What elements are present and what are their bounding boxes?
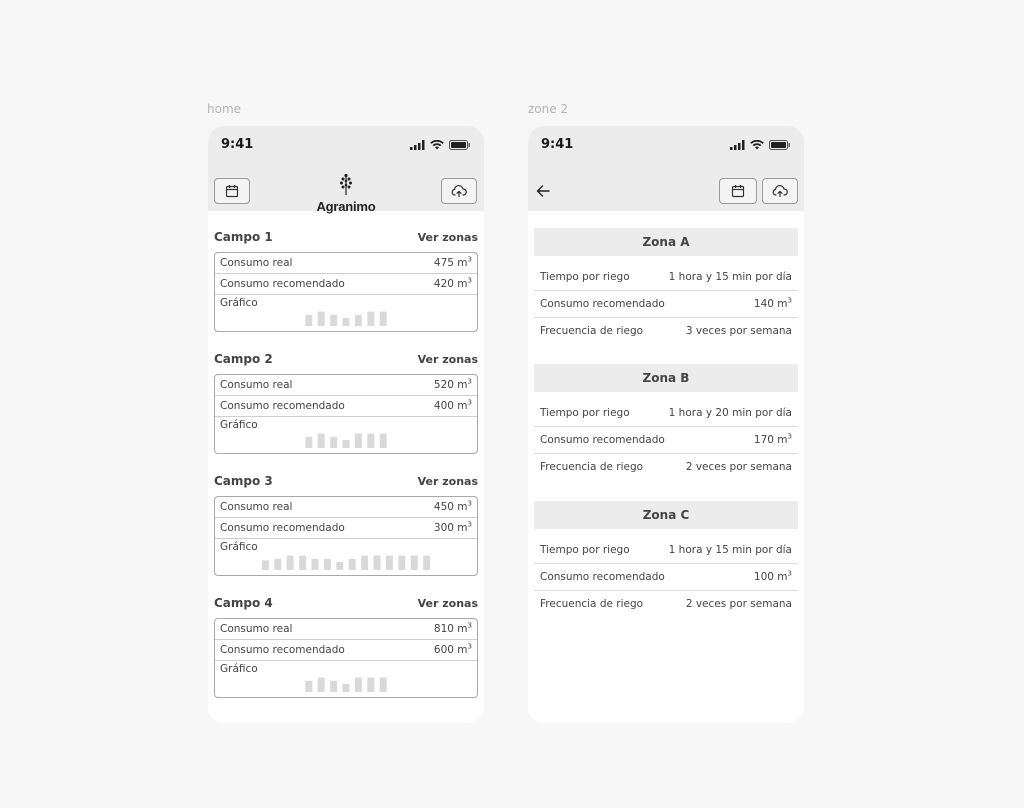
signal-icon	[730, 140, 745, 150]
zone-row-label: Tiempo por riego	[540, 271, 630, 283]
zone-row	[534, 291, 798, 318]
cloud-upload-icon	[451, 184, 467, 198]
zone-row-value: 2 veces por semana	[685, 461, 792, 473]
view-zones-link[interactable]: Ver zonas	[417, 352, 478, 366]
zone-row-value: 2 veces por semana	[685, 598, 792, 610]
graph-label: Gráfico	[220, 541, 258, 553]
cloud-upload-icon	[772, 184, 788, 198]
graph-label: Gráfico	[220, 419, 258, 431]
zone-row-label: Consumo recomendado	[540, 571, 665, 583]
zone-row-value: 100 $m^3$	[753, 569, 792, 583]
signal-icon	[410, 140, 425, 150]
field-header	[214, 349, 478, 369]
calendar-icon	[225, 184, 239, 198]
calendar-icon	[731, 184, 745, 198]
field-title: Campo 1	[214, 230, 273, 244]
field-header	[214, 593, 478, 613]
chart-bar	[380, 312, 387, 326]
zone-details	[534, 264, 798, 344]
status-time: 9:41	[541, 137, 574, 152]
chart-bar	[355, 315, 362, 326]
frame-label-home: home	[207, 102, 242, 116]
chart-bar	[349, 559, 356, 570]
calendar-button[interactable]	[214, 178, 250, 204]
real-consumption-row	[215, 253, 477, 274]
chart-bar	[386, 556, 393, 570]
mini-bar-chart	[215, 431, 477, 449]
row-value: 450 $m^3$	[433, 499, 472, 513]
field-card[interactable]	[214, 496, 478, 576]
chart-bar	[343, 318, 350, 326]
chart-bar	[355, 434, 362, 448]
zone-title: Zona A	[534, 228, 798, 256]
status-icons	[730, 140, 791, 150]
row-label: Consumo real	[220, 379, 293, 391]
chart-bar	[355, 678, 362, 692]
view-zones-link[interactable]: Ver zonas	[417, 596, 478, 610]
zone-row-label: Frecuencia de riego	[540, 461, 644, 473]
row-value: 300 $m^3$	[433, 520, 472, 534]
chart-bar	[367, 678, 374, 692]
frame-label-zone: zone 2	[528, 102, 569, 116]
chart-bar	[312, 559, 319, 570]
real-consumption-row	[215, 375, 477, 396]
chart-bar	[305, 315, 312, 326]
zone-row	[534, 454, 798, 480]
field-card[interactable]	[214, 618, 478, 698]
chart-bar	[423, 556, 430, 570]
zone-row	[534, 264, 798, 291]
graph-label: Gráfico	[220, 297, 258, 309]
chart-bar	[380, 434, 387, 448]
chart-bar	[398, 556, 405, 570]
chart-bar	[274, 559, 281, 570]
row-label: Consumo real	[220, 501, 293, 513]
chart-bar	[330, 437, 337, 448]
zone-row-value: 170 $m^3$	[753, 432, 792, 446]
view-zones-link[interactable]: Ver zonas	[417, 230, 478, 244]
zone-section	[534, 501, 798, 617]
recommended-consumption-row	[215, 640, 477, 661]
zone-row	[534, 318, 798, 344]
home-screen	[208, 126, 484, 723]
zone-details	[534, 537, 798, 617]
zone-row	[534, 537, 798, 564]
chart-bar	[262, 560, 269, 570]
app-header	[528, 126, 804, 211]
app-header	[208, 126, 484, 214]
zone-row-value: 1 hora y 20 min por día	[668, 407, 792, 419]
real-consumption-row	[215, 619, 477, 640]
logo-text: Agranimo	[316, 199, 376, 214]
zone-row-label: Frecuencia de riego	[540, 598, 644, 610]
row-label: Consumo recomendado	[220, 522, 345, 534]
plant-logo-icon	[338, 173, 354, 195]
zone-row-value: 1 hora y 15 min por día	[668, 544, 792, 556]
chart-bar	[336, 562, 343, 570]
recommended-consumption-row	[215, 518, 477, 539]
chart-bar	[287, 556, 294, 570]
chart-bar	[343, 440, 350, 448]
field-section	[214, 349, 478, 454]
chart-bar	[330, 315, 337, 326]
field-title: Campo 3	[214, 474, 273, 488]
chart-bar	[367, 312, 374, 326]
zone-row-value: 140 $m^3$	[753, 296, 792, 310]
chart-bar	[299, 556, 306, 570]
mini-bar-chart	[215, 553, 477, 571]
field-section	[214, 227, 478, 332]
graph-label: Gráfico	[220, 663, 258, 675]
zone-section	[534, 228, 798, 344]
zone-title: Zona B	[534, 364, 798, 392]
zone-row-label: Tiempo por riego	[540, 544, 630, 556]
cloud-sync-button[interactable]	[762, 178, 798, 204]
chart-bar	[367, 434, 374, 448]
zone-row	[534, 591, 798, 617]
row-value: 520 $m^3$	[433, 377, 472, 391]
status-time: 9:41	[221, 137, 254, 152]
chart-bar	[318, 312, 325, 326]
chart-bar	[411, 556, 418, 570]
zone-row	[534, 564, 798, 591]
row-label: Consumo recomendado	[220, 278, 345, 290]
field-card[interactable]	[214, 374, 478, 454]
chart-bar	[305, 681, 312, 692]
recommended-consumption-row	[215, 396, 477, 417]
arrow-left-icon[interactable]	[535, 183, 551, 199]
row-value: 400 $m^3$	[433, 398, 472, 412]
battery-icon	[449, 140, 471, 150]
zone-section	[534, 364, 798, 480]
row-value: 420 $m^3$	[433, 276, 472, 290]
chart-bar	[318, 678, 325, 692]
field-header	[214, 227, 478, 247]
field-section	[214, 593, 478, 698]
battery-icon	[769, 140, 791, 150]
real-consumption-row	[215, 497, 477, 518]
chart-bar	[361, 556, 368, 570]
calendar-button[interactable]	[719, 178, 757, 204]
field-title: Campo 2	[214, 352, 273, 366]
wifi-icon	[750, 140, 764, 150]
mini-bar-chart	[215, 675, 477, 693]
recommended-consumption-row	[215, 274, 477, 295]
field-title: Campo 4	[214, 596, 273, 610]
zone-row-label: Consumo recomendado	[540, 298, 665, 310]
zone-row-label: Consumo recomendado	[540, 434, 665, 446]
chart-bar	[305, 437, 312, 448]
wifi-icon	[430, 140, 444, 150]
chart-bar	[330, 681, 337, 692]
chart-bar	[324, 559, 331, 570]
chart-bar	[343, 684, 350, 692]
field-section	[214, 471, 478, 576]
row-value: 810 $m^3$	[433, 621, 472, 635]
row-value: 600 $m^3$	[433, 642, 472, 656]
row-label: Consumo recomendado	[220, 400, 345, 412]
row-label: Consumo real	[220, 257, 293, 269]
zone-row	[534, 400, 798, 427]
zone-row-label: Frecuencia de riego	[540, 325, 644, 337]
row-label: Consumo recomendado	[220, 644, 345, 656]
chart-bar	[380, 678, 387, 692]
zone-row-value: 1 hora y 15 min por día	[668, 271, 792, 283]
mini-bar-chart	[215, 309, 477, 327]
field-header	[214, 471, 478, 491]
zone-row	[534, 427, 798, 454]
view-zones-link[interactable]: Ver zonas	[417, 474, 478, 488]
zone-screen	[528, 126, 804, 723]
status-icons	[410, 140, 471, 150]
row-value: 475 $m^3$	[433, 255, 472, 269]
chart-bar	[374, 556, 381, 570]
zone-row-label: Tiempo por riego	[540, 407, 630, 419]
zone-details	[534, 400, 798, 480]
app-logo	[306, 173, 386, 213]
field-card[interactable]	[214, 252, 478, 332]
zone-title: Zona C	[534, 501, 798, 529]
cloud-sync-button[interactable]	[441, 178, 477, 204]
row-label: Consumo real	[220, 623, 293, 635]
chart-bar	[318, 434, 325, 448]
zone-row-value: 3 veces por semana	[685, 325, 792, 337]
